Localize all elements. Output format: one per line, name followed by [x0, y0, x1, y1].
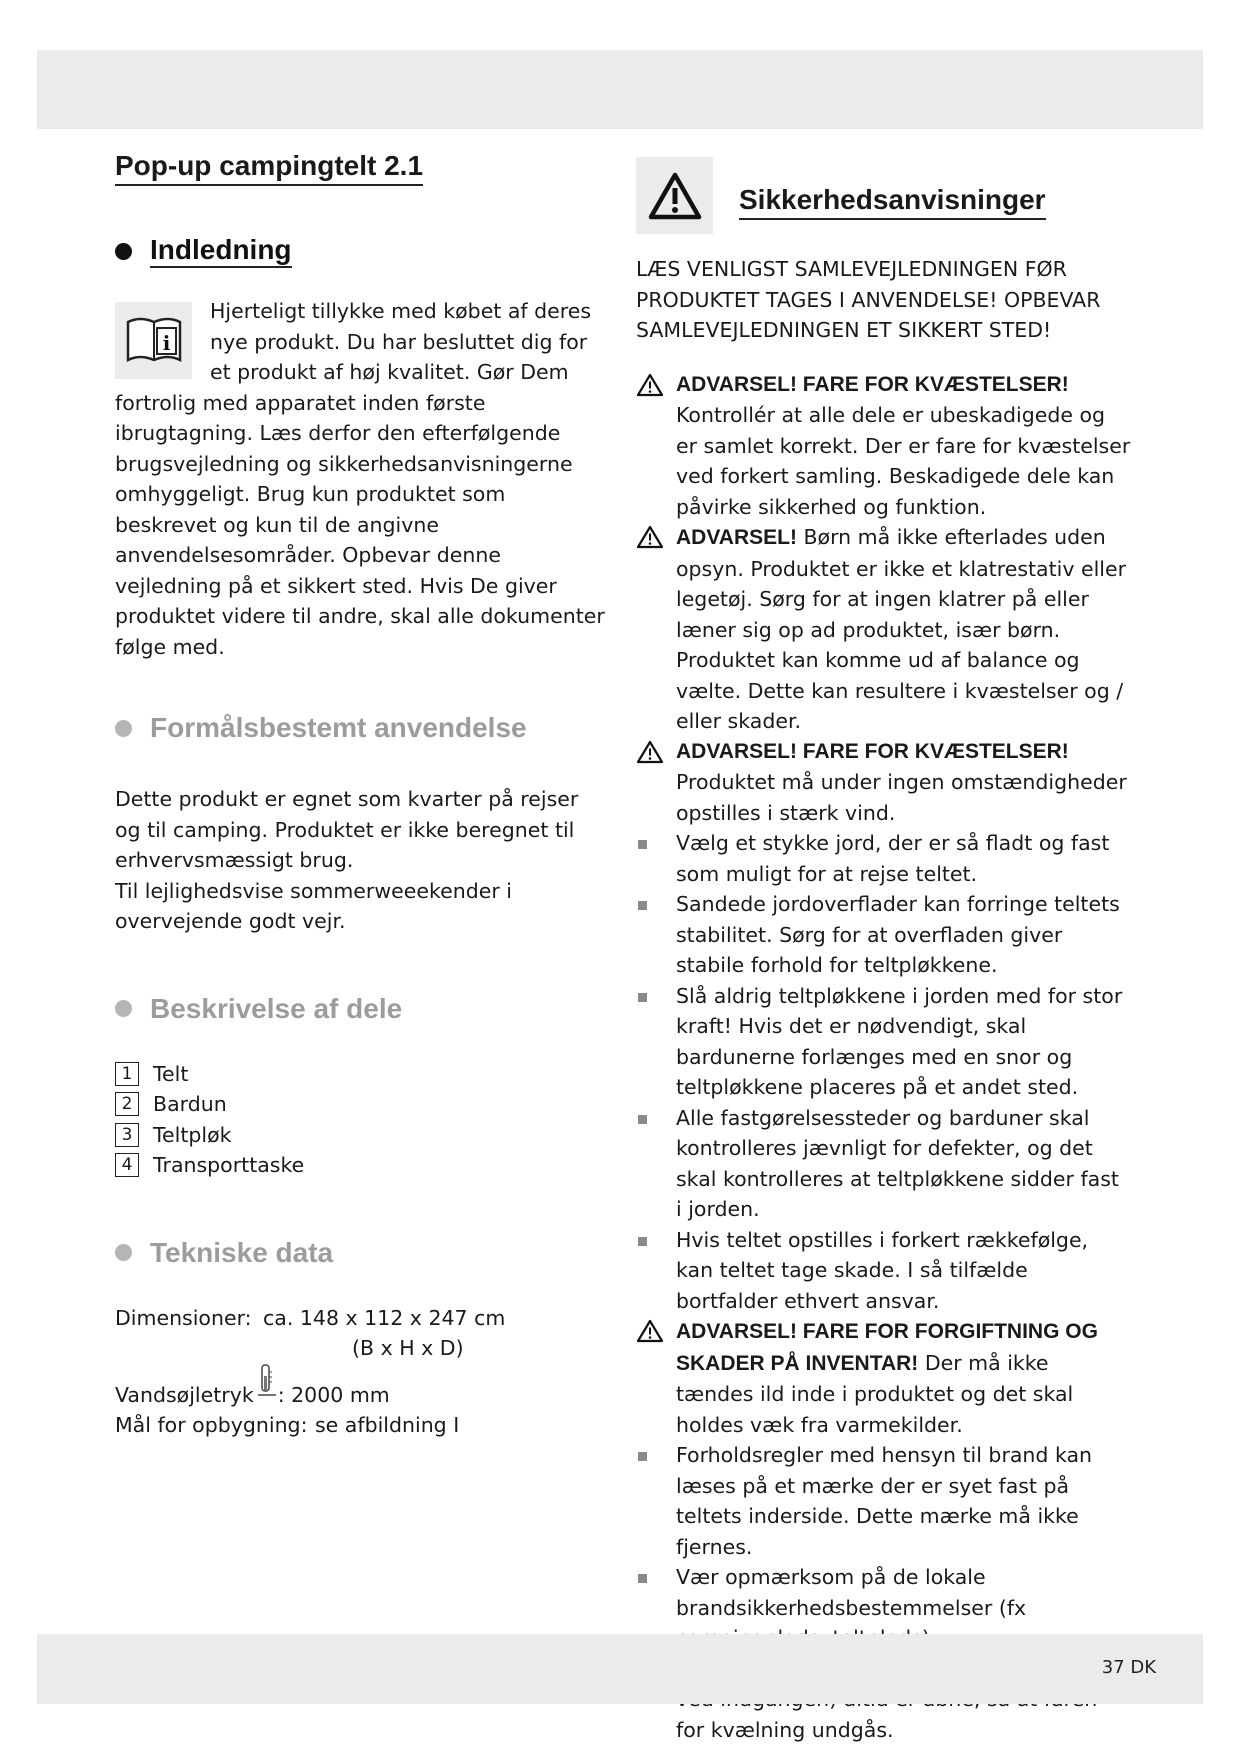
dimensions-label: Dimensioner:: [115, 1305, 252, 1330]
warning-title: ADVARSEL!: [676, 526, 797, 549]
list-item: Slå aldrig teltpløkkene i jorden med for stor kraft! Hvis det er nødvendigt, skal bardunerne forlænges med en snor og teltpløkkene placeres på et andet sted.: [636, 981, 1131, 1103]
part-label: Bardun: [153, 1092, 227, 1117]
page-number: 37 DK: [1101, 1657, 1156, 1678]
warning-title: ADVARSEL! FARE FOR KVÆSTELSER!: [676, 739, 1069, 763]
part-number: 4: [115, 1153, 139, 1177]
warning-text: Der må ikke tændes ild inde i produktet og det skal holdes væk fra varmekilder.: [676, 1350, 1074, 1437]
warning-text: Børn må ikke efterlades uden opsyn. Produktet er ikke et klatrestativ eller legetøj. Sørg for at ingen klatrer på eller læner sig op ad produktet, især børn. Produktet kan komme ud af balance og vælte. Dette kan resultere i kvæstelser og / eller skader.: [676, 525, 1127, 733]
warning-item: [636, 370, 1131, 523]
bullet-square-icon: [638, 1452, 647, 1461]
list-item: [115, 1089, 610, 1120]
water-pressure-label: Vandsøjletryk: [115, 1382, 254, 1407]
left-column: [115, 150, 610, 1441]
bullet-dot-icon: [115, 1244, 132, 1261]
bullet-square-icon: [638, 1574, 647, 1583]
list-item: Vær opmærksom på de lokale brandsikkerhedsbestemmelser (fx: [636, 1562, 1131, 1654]
list-item: for kvælning undgås.: [636, 1654, 1131, 1746]
warning-icon: [636, 1319, 664, 1343]
part-label: Telt: [153, 1061, 189, 1086]
list-item: Hvis teltet opstilles i forkert rækkefølge, kan teltet tage skade. I så tilfælde bortfalder ethvert ansvar.: [636, 1225, 1131, 1317]
warning-icon: [636, 525, 664, 549]
footer-band: [37, 1634, 1203, 1704]
purpose-heading: Formålsbestemt anvendelse: [115, 712, 610, 744]
right-column: [636, 157, 1131, 1745]
parts-heading: Beskrivelse af dele: [115, 993, 610, 1025]
purpose-section: [115, 784, 610, 937]
warning-icon: [636, 373, 664, 397]
part-number: 1: [115, 1062, 139, 1086]
bullet-dot-icon: [115, 1000, 132, 1017]
assembly-row: [115, 1410, 610, 1441]
warning-text: Kontrollér at alle dele er ubeskadigede og er samlet korrekt. Der er fare for kvæstelser ved forkert samling. Beskadigede dele kan påvirke sikkerhed og funktion.: [676, 403, 1131, 519]
purpose-paragraph-1: Dette produkt er egnet som kvarter på rejser og til camping. Produktet er ikke beregnet til erhvervsmæssigt brug.: [115, 787, 579, 872]
safety-heading: [636, 157, 1131, 234]
intro-section: [115, 296, 610, 662]
warning-triangle-icon: [636, 157, 713, 234]
tech-heading: Tekniske data: [115, 1237, 610, 1269]
water-column-icon: [257, 1364, 277, 1407]
warning-item: [636, 522, 1131, 737]
safety-title: Sikkerhedsanvisninger: [739, 184, 1046, 220]
part-label: Transporttaske: [153, 1153, 305, 1178]
bullet-dot-icon: [115, 243, 132, 260]
bullet-square-icon: [638, 901, 647, 910]
list-item: [115, 1120, 610, 1151]
part-number: 3: [115, 1123, 139, 1147]
warning-text: Produktet må under ingen omstændigheder opstilles i stærk vind.: [676, 770, 1127, 825]
dimensions-row: [115, 1303, 610, 1334]
list-item: Vælg et stykke jord, der er så fladt og fast som muligt for at rejse teltet.: [636, 828, 1131, 889]
list-item: Alle fastgørelsessteder og barduner skal kontrolleres jævnligt for defekter, og det skal kontrolleres at teltpløkkene sidder fast i jorden.: [636, 1103, 1131, 1225]
bullet-square-icon: [638, 1237, 647, 1246]
parts-list: [115, 1059, 610, 1181]
header-band: [37, 50, 1203, 129]
water-pressure-value: : 2000 mm: [277, 1382, 390, 1407]
assembly-value: se afbildning I: [315, 1413, 460, 1437]
bullet-square-icon: [638, 993, 647, 1002]
dimensions-value: ca. 148 x 112 x 247 cm: [263, 1305, 506, 1330]
purpose-paragraph-2: Til lejlighedsvise sommerweeekender i overvejende godt vejr.: [115, 878, 512, 933]
part-label: Teltpløk: [153, 1122, 232, 1147]
dimensions-unit: (B x H x D): [352, 1336, 464, 1360]
warning-item: [636, 1316, 1131, 1440]
intro-heading: Indledning: [115, 234, 610, 268]
warning-item: [636, 737, 1131, 829]
part-number: 2: [115, 1092, 139, 1116]
bullet-square-icon: [638, 1115, 647, 1124]
info-book-icon: [115, 302, 192, 379]
bullet-square-icon: [638, 840, 647, 849]
assembly-label: Mål for opbygning:: [115, 1413, 308, 1437]
dimensions-unit-row: [115, 1333, 610, 1364]
list-item: [115, 1150, 610, 1181]
intro-paragraph: Hjerteligt tillykke med købet af deres nye produkt. Du har besluttet dig for et produkt af høj kvalitet. Gør Dem fortrolig med apparatet inden første ibrugtagning. Læs derfor den efterfølgende brugsvejledning og sikkerhedsanvisningerne omhyggeligt. Brug kun produktet som beskrevet og kun til de angivne anvendelsesområder. Opbevar denne vejledning på et sikkert sted. Hvis De giver produktet videre til andre, skal alle dokumenter følge med.: [115, 299, 605, 659]
bullet-dot-icon: [115, 720, 132, 737]
safety-list: [636, 370, 1131, 1746]
page-title: Pop-up campingtelt 2.1: [115, 150, 423, 186]
list-item: Sandede jordoverflader kan forringe teltets stabilitet. Sørg for at overfladen giver stabile forhold for teltpløkkene.: [636, 889, 1131, 981]
caps-notice: LÆS VENLIGST SAMLEVEJLEDNINGEN FØR PRODUKTET TAGES I ANVENDELSE! OPBEVAR SAMLEVEJLEDNINGEN ET SIKKERT STED!: [636, 257, 1101, 342]
warning-title: ADVARSEL! FARE FOR KVÆSTELSER!: [676, 372, 1069, 396]
svg-text:i: i: [162, 330, 170, 355]
tech-specs: [115, 1303, 610, 1441]
warning-title: ADVARSEL! FARE FOR FORGIFTNING OG SKADER PÅ INVENTAR!: [676, 1320, 1098, 1375]
list-item: [115, 1059, 610, 1090]
list-item: Forholdsregler med hensyn til brand kan læses på et mærke der er syet fast på teltets inderside. Dette mærke må ikke fjernes.: [636, 1440, 1131, 1562]
water-pressure-row: [115, 1364, 610, 1411]
warning-icon: [636, 740, 664, 764]
